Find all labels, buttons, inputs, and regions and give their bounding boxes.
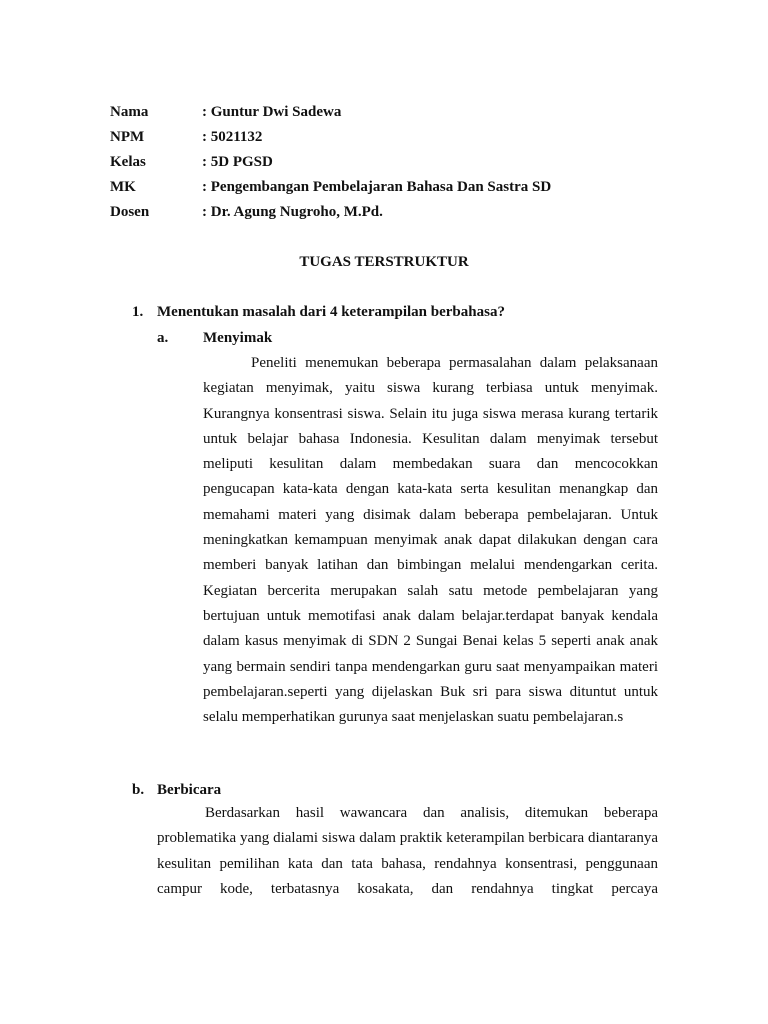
header-label-kelas: Kelas [110,154,146,170]
section-marker-a: a. [157,330,169,346]
header-value-kelas: : 5D PGSD [202,154,273,170]
header-value-nama: : Guntur Dwi Sadewa [202,104,342,120]
question-text: Menentukan masalah dari 4 keterampilan berbahasa? [157,304,505,320]
section-marker-b: b. [132,782,145,798]
header-value-npm: : 5021132 [202,129,263,145]
document-title: TUGAS TERSTRUKTUR [299,254,469,270]
header-row-mk [110,179,670,199]
question-number: 1. [132,304,144,320]
header-label-nama: Nama [110,104,149,120]
header-row-kelas [110,154,670,174]
header-label-npm: NPM [110,129,145,145]
header-value-mk: : Pengembangan Pembelajaran Bahasa Dan Sastra SD [202,179,552,195]
header-row-dosen [110,204,670,224]
section-heading-menyimak: Menyimak [203,330,273,346]
header-label-dosen: Dosen [110,204,150,220]
header-row-npm [110,129,670,149]
header-row-nama [110,104,670,124]
section-heading-berbicara: Berbicara [157,782,222,798]
section-body-berbicara: Berdasarkan hasil wawancara dan analisis, ditemukan beberapa problematika yang dialami siswa dalam praktik keterampilan berbicara diantaranya kesulitan pemilihan kata dan tata bahasa, rendahnya konsentrasi, penggunaan campur kode, terbatasnya kosakata, dan rendahnya tingkat percaya [157,805,658,897]
header-label-mk: MK [110,179,136,195]
header-value-dosen: : Dr. Agung Nugroho, M.Pd. [202,204,383,220]
section-body-menyimak: Peneliti menemukan beberapa permasalahan dalam pelaksanaan kegiatan menyimak, yaitu siswa kurang terbiasa untuk menyimak. Kurangnya konsentrasi siswa. Selain itu juga siswa merasa kurang tertarik untuk belajar bahasa Indonesia. Kesulitan dalam menyimak tersebut meliputi kesulitan dalam membedakan suara dan mencocokkan pengucapan kata-kata dengan kata-kata serta kesulitan menangkap dan memahami materi yang disimak dalam beberapa pembelajaran. Untuk meningkatkan kemampuan menyimak anak dapat dilakukan dengan cara memberi banyak latihan dan bimbingan melalui mendengarkan cerita. Kegiatan bercerita merupakan salah satu metode pembelajaran yang bertujuan untuk memotifasi anak dalam belajar.terdapat banyak kendala dalam kasus menyimak di SDN 2 Sungai Benai kelas 5 seperti anak anak yang bermain sendiri tanpa mendengarkan guru saat menyampaikan materi pembelajaran.seperti yang dijelaskan Buk sri para siswa dituntut untuk selalu memperhatikan gurunya saat menjelaskan suatu pembelajaran.s [203,355,658,726]
